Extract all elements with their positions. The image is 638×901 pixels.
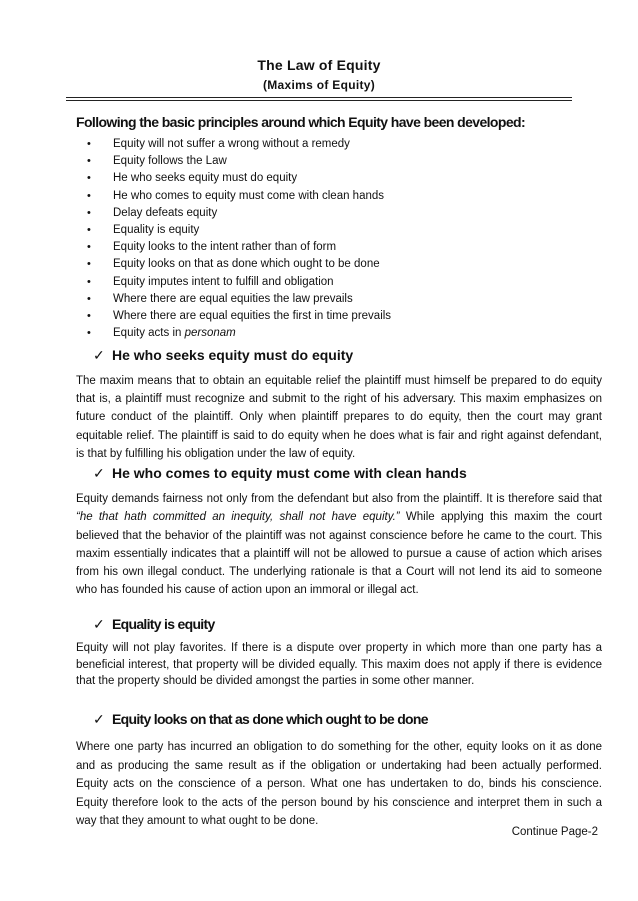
maxim-text: Equity looks on that as done which ought to be done xyxy=(113,258,380,271)
list-item xyxy=(87,153,567,170)
list-item xyxy=(87,291,567,308)
bullet-icon: • xyxy=(87,275,91,288)
bullet-icon: • xyxy=(87,292,91,305)
bullet-icon: • xyxy=(87,189,91,202)
maxim-text: Equity will not suffer a wrong without a remedy xyxy=(113,138,350,150)
title-double-rule xyxy=(66,97,572,101)
maxim-text: Equity follows the Law xyxy=(113,155,227,168)
bullet-icon: • xyxy=(87,309,91,322)
list-item xyxy=(87,170,567,187)
bullet-icon: • xyxy=(87,138,91,150)
maxim-text: Equity imputes intent to fulfill and obligation xyxy=(113,275,334,288)
list-item xyxy=(87,136,567,153)
bullet-icon: • xyxy=(87,258,91,271)
section-heading-text: Equality is equity xyxy=(112,616,215,632)
list-item xyxy=(87,239,567,256)
section-heading-text: He who seeks equity must do equity xyxy=(112,347,354,363)
page-footer-continue: Continue Page-2 xyxy=(511,826,598,838)
maxim-text: Where there are equal equities the law prevails xyxy=(113,292,353,305)
bullet-icon: • xyxy=(87,206,91,219)
section-body: Where one party has incurred an obligation to do something for the other, equity looks on it as done and as producing the same result as if the obligation or undertaking had been actually performed. Equity acts on the conscience of a person. What one has undertaken to do, binds his conscience. Equity therefore look to the acts of the person bound by his conscience and interpret them in such a way that they amount to what ought to be done. xyxy=(76,741,602,828)
maxims-list xyxy=(87,136,567,342)
bullet-icon: • xyxy=(87,241,91,254)
check-icon: ✓ xyxy=(93,711,105,727)
maxim-text: He who comes to equity must come with clean hands xyxy=(113,189,385,202)
intro-heading: Following the basic principles around which Equity have been developed: xyxy=(76,114,526,130)
list-item xyxy=(87,188,567,205)
check-icon: ✓ xyxy=(93,616,105,632)
list-item xyxy=(87,274,567,291)
list-item xyxy=(87,325,567,342)
section-body xyxy=(76,490,602,600)
maxim-text: Delay defeats equity xyxy=(113,206,218,219)
list-item xyxy=(87,256,567,273)
section-body: The maxim means that to obtain an equitable relief the plaintiff must himself be prepared to do equity that is, a plaintiff must recognize and submit to the right of his adversary. This maxim emphasizes on future conduct of the plaintiff. Only when plaintiff prepares to do equity, then the court may grant equitable relief. The plaintiff is said to do equity when he does what is fair and right against defendant, is that by fulfilling his obligation under the law of equity. xyxy=(76,375,602,460)
section-heading-text: He who comes to equity must come with clean hands xyxy=(112,465,467,481)
section-heading xyxy=(93,616,215,633)
list-item xyxy=(87,205,567,222)
document-title: The Law of Equity xyxy=(257,57,381,73)
bullet-icon: • xyxy=(87,172,91,185)
bullet-icon: • xyxy=(87,155,91,168)
document-subtitle: (Maxims of Equity) xyxy=(262,78,376,92)
section-heading xyxy=(93,347,353,364)
maxim-text: Equity acts in xyxy=(113,327,185,340)
maxim-text: Equity looks to the intent rather than of form xyxy=(113,241,337,254)
list-item xyxy=(87,222,567,239)
section-heading xyxy=(93,465,467,482)
section-body: Equity will not play favorites. If there is a dispute over property in which more than one party has a beneficial interest, that property will be divided equally. This maxim does not apply if there is evidence that the property should be divided amongst the parties in some other manner. xyxy=(76,642,602,687)
section-body-end: While applying this maxim the court believed that the behavior of the plaintiff was not against conscience before he came to the court. This maxim essentially indicates that a plaintiff will not be allowed to pursue a cause of action which arises from his own illegal conduct. The underlying rationale is that a Court will not lend its aid to someone who has founded his cause of action upon an immoral or illegal act. xyxy=(76,511,603,597)
section-body-start: Equity demands fairness not only from the defendant but also from the plaintiff. It is therefore said that xyxy=(76,493,602,505)
check-icon: ✓ xyxy=(93,465,105,481)
section-body-quote: “he that hath committed an inequity, shall not have equity.” xyxy=(76,511,400,524)
bullet-icon: • xyxy=(87,223,91,236)
maxim-text: He who seeks equity must do equity xyxy=(113,172,298,185)
maxim-text: Equality is equity xyxy=(113,223,200,236)
list-item xyxy=(87,308,567,325)
section-heading xyxy=(93,711,428,728)
maxim-italic-text: personam xyxy=(184,327,236,340)
check-icon: ✓ xyxy=(93,347,105,363)
section-heading-text: Equity looks on that as done which ought to be done xyxy=(112,711,428,727)
maxim-text: Where there are equal equities the first in time prevails xyxy=(113,309,392,322)
bullet-icon: • xyxy=(87,327,91,340)
